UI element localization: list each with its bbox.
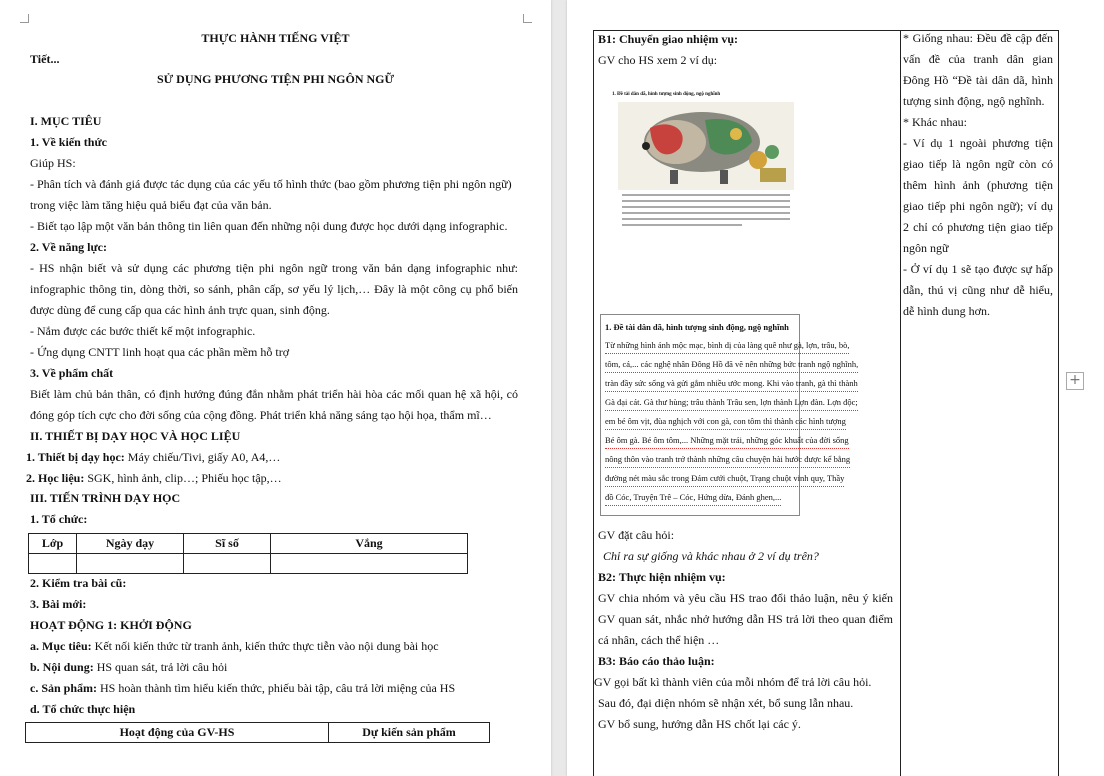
expected-product-line: - Ở ví dụ 1 sẽ tạo được sự hấp	[903, 262, 1053, 276]
paragraph: GV cho HS xem 2 ví dụ:	[598, 53, 718, 67]
section-heading: I. MỤC TIÊU	[30, 114, 102, 128]
lesson-title: THỰC HÀNH TIẾNG VIỆT	[201, 31, 350, 45]
expected-product-line: giao tiếp là ngôn ngữ còn có	[903, 157, 1053, 171]
excerpt-line: đồ Cóc, Truyện Trê – Cóc, Hứng dừa, Đánh ghen,...	[605, 490, 781, 506]
value: SGK, hình ảnh, clip…; Phiếu học tập,…	[84, 471, 282, 485]
subsection-heading: 1. Tổ chức:	[30, 512, 88, 526]
crop-mark	[20, 14, 29, 23]
label: b. Nội dung:	[30, 660, 94, 674]
paragraph: - Nắm được các bước thiết kế một infographic.	[30, 324, 256, 338]
table-header-row	[29, 534, 468, 554]
excerpt-line: Bé ôm gà. Bé ôm tôm,... Những mặt trái, những góc khuất của đời sống	[605, 433, 849, 449]
paragraph: - Biết tạo lập một văn bản thông tin liên quan đến những nội dung được học dưới dạng infographic.	[30, 219, 508, 233]
table-column-divider	[900, 30, 901, 776]
expected-product-line: dễ hình dung hơn.	[903, 304, 991, 318]
question-text: Chỉ ra sự giống và khác nhau ở 2 ví dụ trên?	[603, 549, 819, 563]
expected-product-line: Đông Hồ “Đề tài dân dã, hình	[903, 73, 1053, 87]
value: Máy chiếu/Tivi, giấy A0, A4,…	[124, 450, 281, 464]
subsection-heading: 1. Về kiến thức	[30, 135, 107, 149]
table-header-cell: Dự kiến sản phẩm	[329, 723, 490, 743]
pig-painting-illustration	[610, 90, 800, 240]
excerpt-line: tràn đầy sức sống và gửi gắm nhiều ước mong. Khi vào tranh, gà thì thành	[605, 376, 858, 392]
table-cell[interactable]	[271, 554, 468, 574]
table-header-cell: Vắng	[271, 534, 468, 554]
paragraph: GV đặt câu hỏi:	[598, 528, 675, 542]
excerpt-title: 1. Đề tài dân dã, hình tượng sinh động, ngộ nghĩnh	[605, 322, 789, 332]
expected-product-line: * Giống nhau: Đều đề cập đến	[903, 31, 1053, 45]
paragraph: - HS nhận biết và sử dụng các phương tiện phi ngôn ngữ trong văn bản dạng infographic như:	[30, 261, 518, 275]
paragraph: được dùng để cung cấp qua các hình ảnh trực quan, sinh động.	[30, 303, 330, 317]
section-heading: II. THIẾT BỊ DẠY HỌC VÀ HỌC LIỆU	[30, 429, 241, 443]
activity-heading: HOẠT ĐỘNG 1: KHỞI ĐỘNG	[30, 618, 192, 632]
expected-product-line: ngôn ngữ	[903, 241, 949, 255]
table-row	[29, 554, 468, 574]
table-header-cell: Ngày dạy	[77, 534, 184, 554]
table-header-row	[26, 723, 490, 743]
paragraph	[26, 471, 282, 486]
step-heading: B1: Chuyển giao nhiệm vụ:	[598, 32, 739, 46]
paragraph: Sau đó, đại diện nhóm sẽ nhận xét, bổ sung lẫn nhau.	[598, 696, 854, 710]
table-header-cell: Sĩ số	[184, 534, 271, 554]
expected-product-line: dẫn, thú vị cũng như dễ hiểu,	[903, 283, 1053, 297]
expected-product-line: - Ví dụ 1 ngoài phương tiện	[903, 136, 1053, 150]
subsection-heading: 2. Về năng lực:	[30, 240, 107, 254]
value: HS quan sát, trả lời câu hỏi	[93, 660, 228, 674]
expected-product-line: 2 chỉ có phương tiện giao tiếp	[903, 220, 1053, 234]
table-cell[interactable]	[29, 554, 77, 574]
excerpt-line: tôm, cá,... các nghệ nhân Đông Hồ đã vẽ nên những bức tranh ngộ nghĩnh,	[605, 357, 858, 373]
subsection-heading: 3. Bài mới:	[30, 597, 87, 611]
document-page-right	[567, 0, 1104, 776]
add-page-button[interactable]: +	[1066, 372, 1084, 390]
paragraph: - Phân tích và đánh giá được tác dụng của các yếu tố hình thức (bao gồm phương tiện phi ngôn ngữ)	[30, 177, 512, 191]
paragraph	[30, 681, 455, 696]
value: HS hoàn thành tìm hiểu kiến thức, phiếu bài tập, câu trả lời miệng của HS	[97, 681, 456, 695]
table-cell[interactable]	[77, 554, 184, 574]
label: a. Mục tiêu:	[30, 639, 92, 653]
section-heading: III. TIẾN TRÌNH DẠY HỌC	[30, 491, 181, 505]
example-image-dong-ho-pig	[610, 90, 800, 240]
paragraph: GV chia nhóm và yêu cầu HS trao đổi thảo luận, nêu ý kiến	[598, 591, 893, 605]
excerpt-line: Từ những hình ảnh mộc mạc, bình dị của làng quê như gà, lợn, trâu, bò,	[605, 338, 849, 354]
paragraph: - Ứng dụng CNTT linh hoạt qua các phần mềm hỗ trợ	[30, 345, 290, 359]
lesson-subtitle: SỬ DỤNG PHƯƠNG TIỆN PHI NGÔN NGỮ	[156, 72, 395, 86]
label: 2. Học liệu:	[26, 471, 85, 485]
subsection-heading: 3. Về phẩm chất	[30, 366, 114, 380]
excerpt-line: em bé ôm vịt, đùa nghịch với con gà, con tôm thì thành các hình tượng	[605, 414, 846, 430]
paragraph: Biết làm chủ bản thân, có định hướng đúng đắn nhằm phát triển hài hòa các mối quan hệ xã hội, có	[30, 387, 518, 401]
paragraph: GV bổ sung, hướng dẫn HS chốt lại các ý.	[598, 717, 801, 731]
activity-table	[25, 722, 490, 743]
paragraph	[26, 450, 280, 465]
expected-product-line: giao tiếp phi ngôn ngữ); ví dụ	[903, 199, 1053, 213]
example-image-text-excerpt	[600, 314, 859, 516]
label: c. Sản phẩm:	[30, 681, 98, 695]
paragraph: GV quan sát, nhắc nhở hướng dẫn HS trả lời theo quan điểm	[598, 612, 893, 626]
excerpt-line: Gà đại cát. Gà thư hùng; trâu thành Trâu sen, lợn thành Lợn đàn. Lợn độc;	[605, 395, 858, 411]
table-cell[interactable]	[184, 554, 271, 574]
subsection-heading: 2. Kiểm tra bài cũ:	[30, 576, 127, 590]
value: Kết nối kiến thức từ tranh ảnh, kiến thức thực tiễn vào nội dung bài học	[91, 639, 439, 653]
crop-mark	[523, 14, 532, 23]
period-label: Tiết...	[30, 52, 60, 66]
paragraph: infographic thông tin, dòng thời, so sánh, phân cấp, sơ yếu lý lịch,… Đây là một công cụ phổ biến	[30, 282, 518, 296]
paragraph	[30, 639, 439, 654]
step-heading: B2: Thực hiện nhiệm vụ:	[598, 570, 726, 584]
table-header-cell: Lớp	[29, 534, 77, 554]
expected-product-line: thêm hình ảnh (phương tiện	[903, 178, 1053, 192]
image-caption: 1. Đề tài dân dã, hình tượng sinh động, ngộ nghĩnh	[612, 92, 721, 97]
paragraph: cá nhân, cách thể hiện …	[598, 633, 720, 647]
expected-product-line: * Khác nhau:	[903, 115, 967, 129]
excerpt-line: nông thôn vào tranh trở thành những câu chuyện hài hước được kể bằng	[605, 452, 850, 468]
expected-product-line: vấn đề của tranh dân gian	[903, 52, 1053, 66]
paragraph: GV gọi bất kì thành viên của mỗi nhóm để trả lời câu hỏi.	[594, 675, 872, 689]
paragraph	[30, 660, 227, 675]
excerpt-line: đường nét màu sắc trong Đám cưới chuột, Trạng chuột vinh quy, Thầy	[605, 471, 844, 487]
subsection-heading: d. Tổ chức thực hiện	[30, 702, 136, 716]
attendance-table	[28, 533, 468, 574]
paragraph: Giúp HS:	[30, 156, 76, 170]
label: 1. Thiết bị dạy học:	[26, 450, 125, 464]
expected-product-line: tượng sinh động, ngộ nghĩnh.	[903, 94, 1045, 108]
step-heading: B3: Báo cáo thảo luận:	[598, 654, 715, 668]
paragraph: đóng góp tích cực cho đời sống của cộng đồng. Phát triển khả năng sáng tạo hội họa, thẩm mĩ…	[30, 408, 492, 422]
paragraph: trong việc làm tăng hiệu quả biểu đạt của văn bản.	[30, 198, 272, 212]
document-page-left	[0, 0, 551, 776]
table-header-cell: Hoạt động của GV-HS	[26, 723, 329, 743]
